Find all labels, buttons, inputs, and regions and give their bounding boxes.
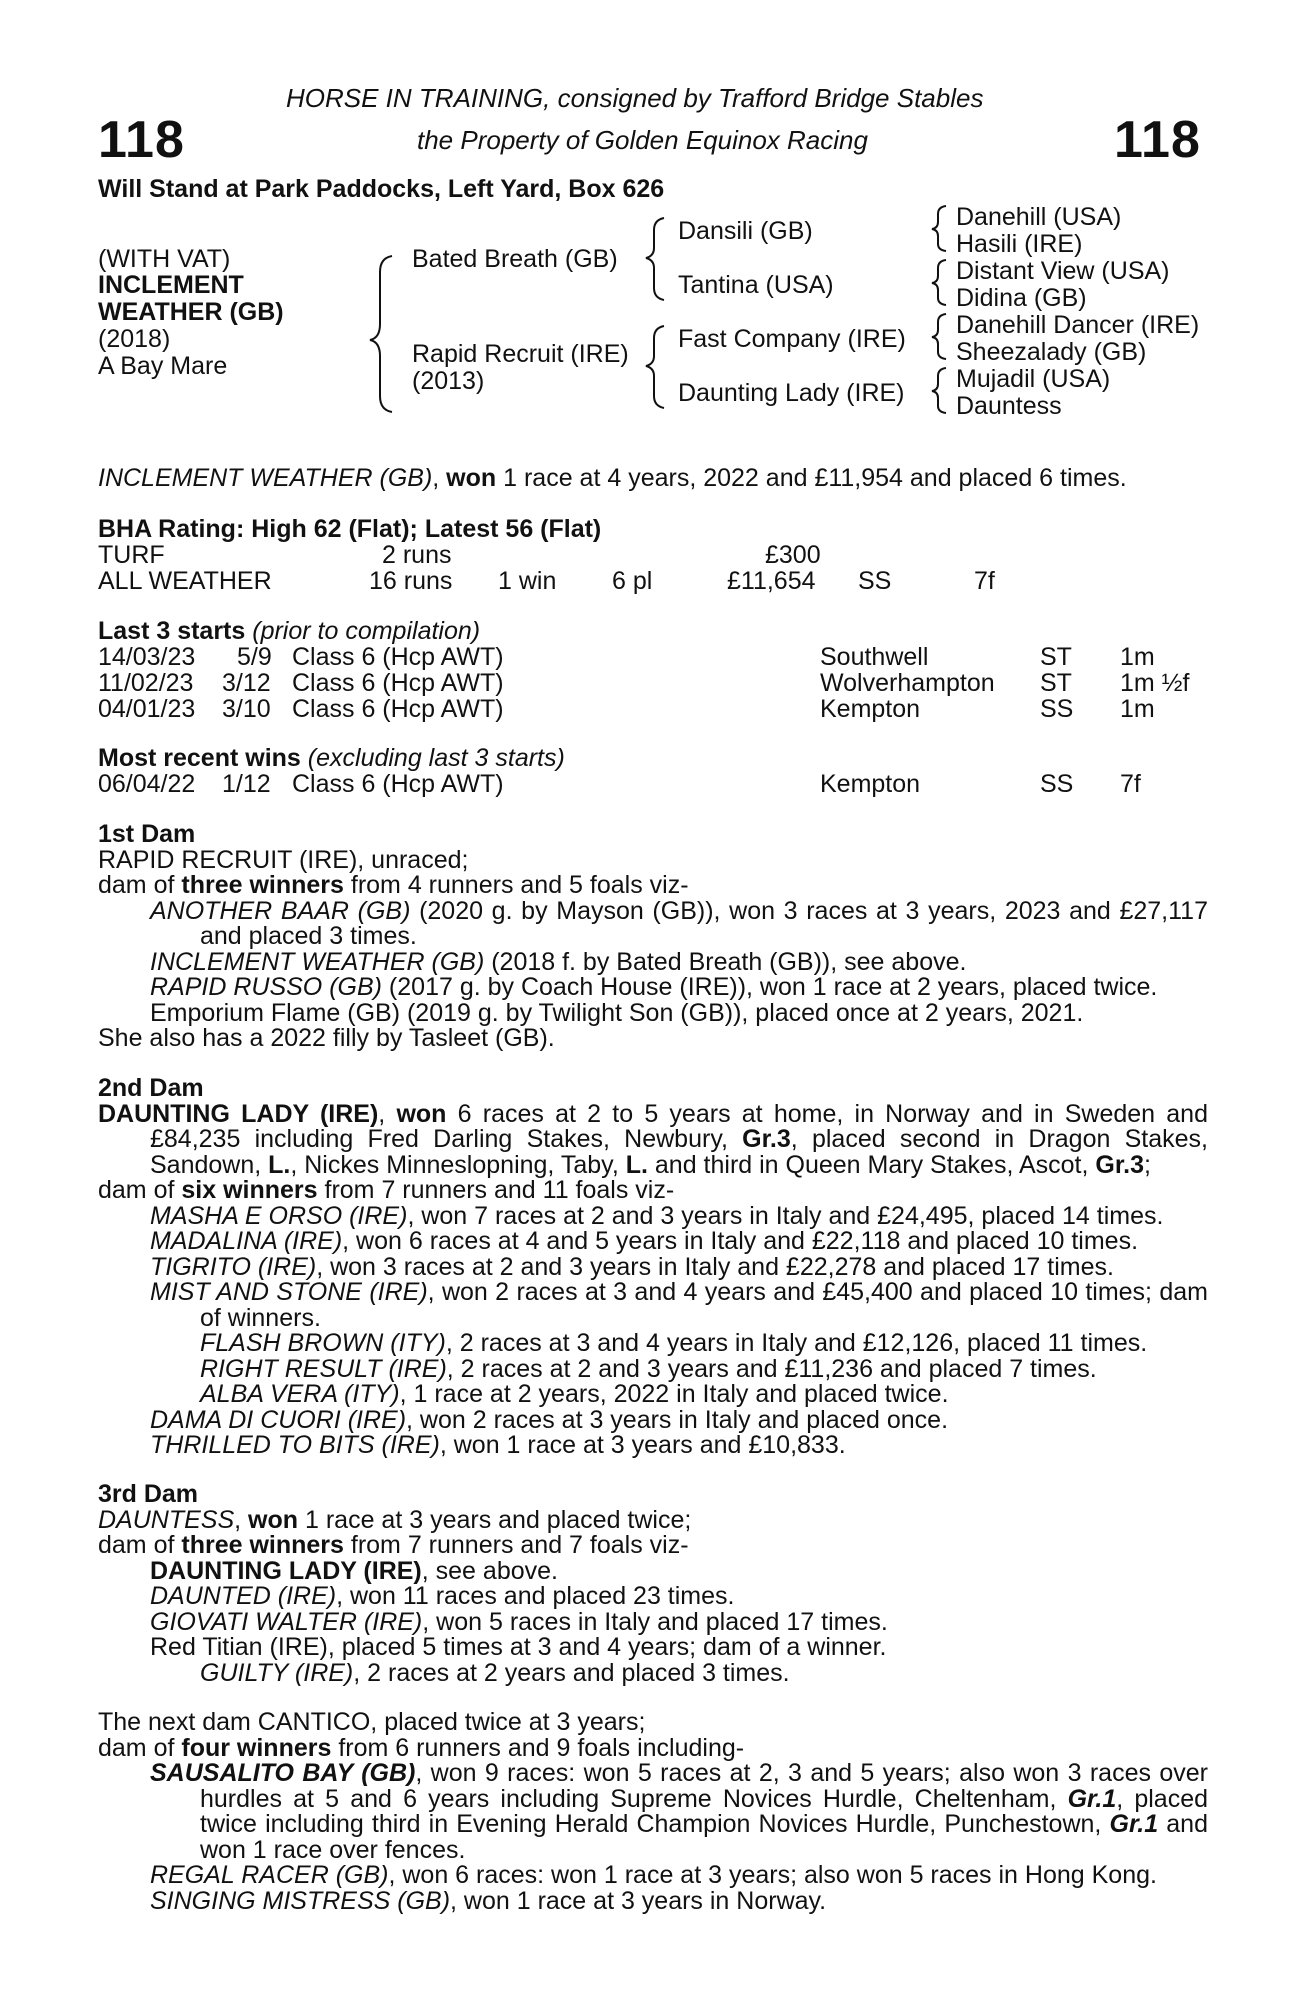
dam-sire: Fast Company (IRE) [678,325,906,353]
consignment-line: HORSE IN TRAINING, consigned by Trafford Bridge Stables [286,83,984,113]
sire: Bated Breath (GB) [412,245,618,273]
section-title: 2nd Dam [98,1074,204,1102]
rating-going: SS [858,567,892,595]
rating-prize: £11,654 [727,567,816,595]
vat-label: (WITH VAT) [98,245,231,273]
second-dam-section: 2nd Dam DAUNTING LADY (IRE), won 6 races at 2 to 5 years at home, in Norway and in Sweden and £84,235 including Fred Darling Stakes, Newbury, Gr.3, placed second in Dragon Stakes, Sandown, L., Nickes Minneslopning, Taby, L. and third in Queen Mary Stakes, Ascot, Gr.3; dam of six winners from 7 runners and 11 foals viz- MASHA E ORSO (IRE), won 7 races at 2 and 3 years in Italy and £24,495, placed 14 times. MADALINA (IRE), won 6 races at 4 and 5 years in Italy and £22,118 and placed 10 times. TIGRITO (IRE), won 3 races at 2 and 3 years in Italy and £22,278 and placed 17 times. MIST AND STONE (IRE), won 2 races at 3 and 4 years and £45,400 and placed 10 times; dam of winners. FLASH BROWN (ITY), 2 races at 3 and 4 years in Italy and £12,126, placed 11 times. RIGHT RESULT (IRE), 2 races at 2 and 3 years and £11,236 and placed 7 times. ALBA VERA (ITY), 1 race at 2 years, 2022 in Italy and placed twice. DAMA DI CUORI (IRE), won 2 races at 3 years in Italy and placed once. THRILLED TO BITS (IRE), won 1 race at 3 years and £10,833. [98,1074,1209,1459]
summary-horse-name: INCLEMENT WEATHER (GB) [98,464,433,492]
horse-name-line2: WEATHER (GB) [98,298,284,326]
list-item: ALBA VERA (ITY), 1 race at 2 years, 2022 in Italy and placed twice. [200,1380,949,1408]
list-item: RAPID RUSSO (GB) (2017 g. by Coach House (IRE)), won 1 race at 2 years, placed twice. [150,973,1158,1001]
stable-location: Will Stand at Park Paddocks, Left Yard, Box 626 [98,175,665,203]
bha-rating: BHA Rating: High 62 (Flat); Latest 56 (Flat) [98,515,602,543]
rating-distance: 7f [974,567,995,595]
list-item: DAUNTED (IRE), won 11 races and placed 23 times. [150,1582,735,1610]
list-item: SAUSALITO BAY (GB), won 9 races: won 5 races at 2, 3 and 5 years; also won 3 races over hurdles at 5 and 6 years including Supreme Novices Hurdle, Cheltenham, Gr.1, placed twice including third in Evening Herald Champion Novices Hurdle, Punchestown, Gr.1 and won 1 race over fences. [150,1759,1209,1864]
horse-description: A Bay Mare [98,352,228,380]
rating-surface: ALL WEATHER [98,567,272,595]
great-grandparent-1: Danehill (USA) [956,203,1122,231]
rating-wins: 1 win [498,567,557,595]
list-item: MIST AND STONE (IRE), won 2 races at 3 and 4 years and £45,400 and placed 10 times; dam of winners. [150,1278,1209,1332]
dam-dam: Daunting Lady (IRE) [678,379,905,407]
summary-text: 1 race at 4 years, 2022 and £11,954 and placed 6 times. [503,464,1127,492]
recent-wins-heading: Most recent wins (excluding last 3 starts) [98,744,565,772]
horse-name-line1: INCLEMENT [98,271,244,299]
horse-year: (2018) [98,325,171,353]
last3-heading: Last 3 starts (prior to compilation) [98,617,481,645]
list-item: MASHA E ORSO (IRE), won 7 races at 2 and 3 years in Italy and £24,495, placed 14 times. [150,1201,1164,1230]
list-item: TIGRITO (IRE), won 3 races at 2 and 3 years in Italy and £22,278 and placed 17 times. [150,1252,1114,1281]
rating-prize: £300 [765,541,821,569]
list-item: GIOVATI WALTER (IRE), won 5 races in Italy and placed 17 times. [150,1607,888,1636]
great-grandparent-5: Danehill Dancer (IRE) [956,311,1200,339]
race-summary: INCLEMENT WEATHER (GB), won 1 race at 4 years, 2022 and £11,954 and placed 6 times. [98,464,1127,492]
list-item: DAMA DI CUORI (IRE), won 2 races at 3 years in Italy and placed once. [150,1405,949,1434]
great-grandparent-8: Dauntess [956,392,1062,420]
summary-won: won [446,464,497,492]
dam-name: Rapid Recruit (IRE) [412,340,629,368]
great-grandparent-2: Hasili (IRE) [956,230,1083,258]
dam-year: (2013) [412,367,485,395]
rating-placed: 6 pl [612,567,653,595]
great-grandparent-6: Sheezalady (GB) [956,338,1147,366]
third-dam-section: 3rd Dam DAUNTESS, won 1 race at 3 years and placed twice; dam of three winners from 7 runners and 7 foals viz- DAUNTING LADY (IRE), see above. DAUNTED (IRE), won 11 races and placed 23 times. GIOVATI WALTER (IRE), won 5 races in Italy and placed 17 times. Red Titian (IRE), placed 5 times at 3 and 4 years; dam of a winner. GUILTY (IRE), 2 races at 2 years and placed 3 times. [98,1482,1208,1686]
section-title: 1st Dam [98,820,196,848]
great-grandparent-7: Mujadil (USA) [956,365,1111,393]
list-item: THRILLED TO BITS (IRE), won 1 race at 3 years and £10,833. [150,1431,846,1459]
list-item: SINGING MISTRESS (GB), won 1 race at 3 years in Norway. [150,1886,827,1915]
next-dam-section: The next dam CANTICO, placed twice at 3 years; dam of four winners from 6 runners and 9 foals including- SAUSALITO BAY (GB), won 9 races: won 5 races at 2, 3 and 5 years; also won 3 races over hurdles at 5 and 6 years including Supreme Novices Hurdle, Cheltenham, Gr.1, placed twice including third in Evening Herald Champion Novices Hurdle, Punchestown, Gr.1 and won 1 race over fences. REGAL RACER (GB), won 6 races: won 1 race at 3 years; also won 5 races in Hong Kong. SINGING MISTRESS (GB), won 1 race at 3 years in Norway. [98,1708,1209,1915]
list-item: GUILTY (IRE), 2 races at 2 years and placed 3 times. [200,1658,790,1687]
great-grandparent-3: Distant View (USA) [956,257,1170,285]
list-item: FLASH BROWN (ITY), 2 races at 3 and 4 years in Italy and £12,126, placed 11 times. [200,1329,1148,1357]
list-item: DAUNTING LADY (IRE), see above. [150,1556,558,1585]
sire-dam: Tantina (USA) [678,271,834,299]
list-item: INCLEMENT WEATHER (GB) (2018 f. by Bated Breath (GB)), see above. [150,947,967,976]
sire-sire: Dansili (GB) [678,217,813,245]
list-item: Emporium Flame (GB) (2019 g. by Twilight Son (GB)), placed once at 2 years, 2021. [150,998,1084,1027]
rating-runs: 16 runs [369,567,453,595]
first-dam-section: 1st Dam RAPID RECRUIT (IRE), unraced; dam of three winners from 4 runners and 5 foals viz- ANOTHER BAAR (GB) (2020 g. by Mayson (GB)), won 3 races at 3 years, 2023 and £27,117 and placed 3 times. INCLEMENT WEATHER (GB) (2018 f. by Bated Breath (GB)), see above. RAPID RUSSO (GB) (2017 g. by Coach House (IRE)), won 1 race at 2 years, placed twice. Emporium Flame (GB) (2019 g. by Twilight Son (GB)), placed once at 2 years, 2021. She also has a 2022 filly by Tasleet (GB). [98,820,1208,1052]
great-grandparent-4: Didina (GB) [956,284,1087,312]
list-item: REGAL RACER (GB), won 6 races: won 1 race at 3 years; also won 5 races in Hong Kong. [150,1861,1157,1889]
section-title: 3rd Dam [98,1480,199,1508]
list-item: RIGHT RESULT (IRE), 2 races at 2 and 3 years and £11,236 and placed 7 times. [200,1354,1097,1383]
list-item: MADALINA (IRE), won 6 races at 4 and 5 years in Italy and £22,118 and placed 10 times. [150,1227,1139,1255]
rating-surface: TURF [98,541,165,569]
list-item: ANOTHER BAAR (GB) (2020 g. by Mayson (GB)), won 3 races at 3 years, 2023 and £27,117 and placed 3 times. [150,896,1208,950]
lot-number-right: 118 [1114,111,1201,169]
rating-runs: 2 runs [382,541,452,569]
property-line: the Property of Golden Equinox Racing [417,125,868,155]
list-item: Red Titian (IRE), placed 5 times at 3 and 4 years; dam of a winner. [150,1633,887,1661]
lot-number-left: 118 [98,111,185,169]
